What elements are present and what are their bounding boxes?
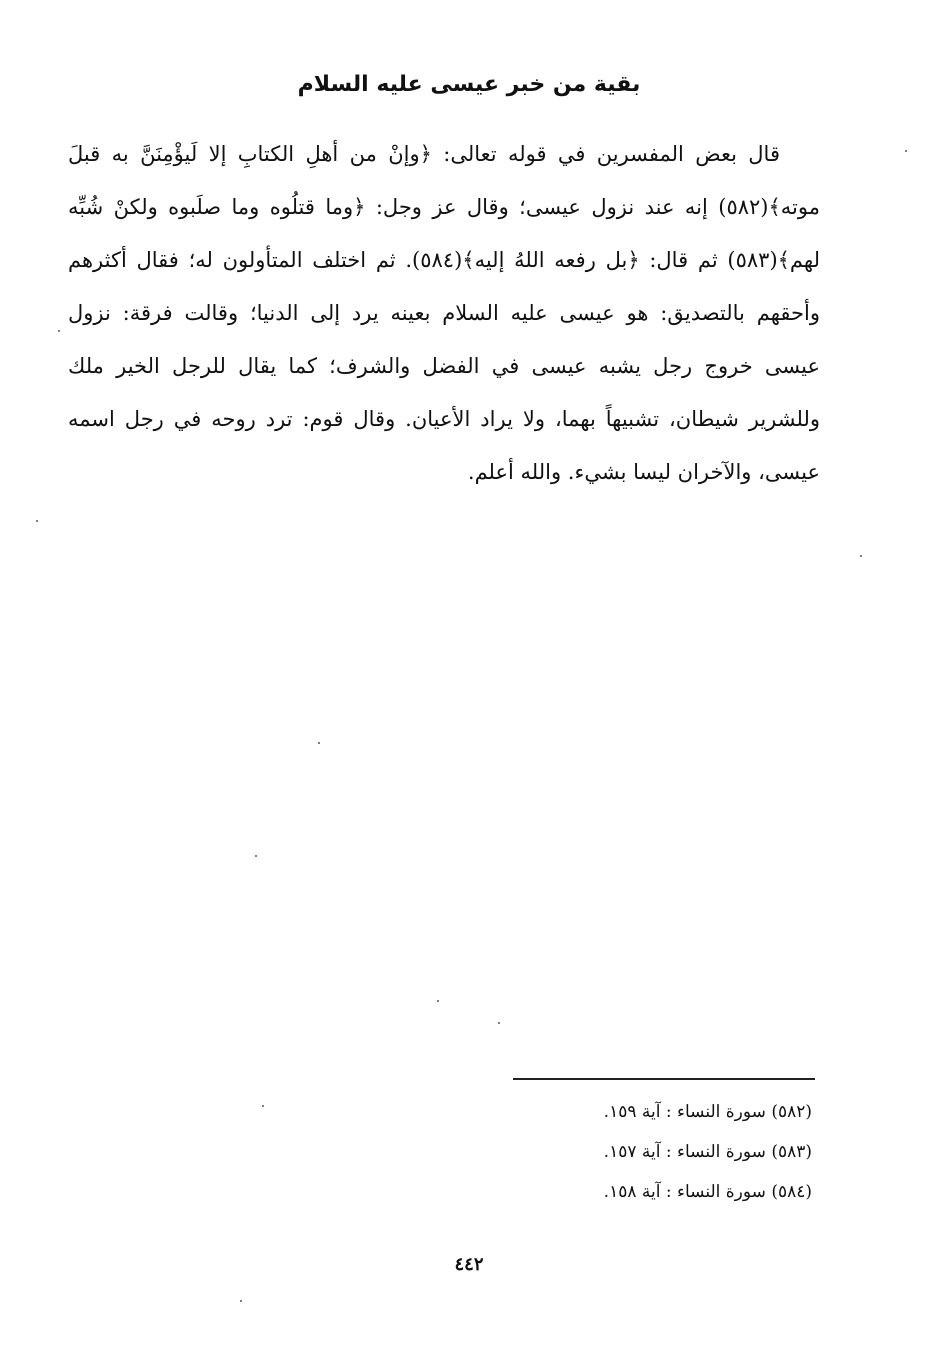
text-line: وللشرير شيطان، تشبيهاً بهما، ولا يراد الأعيان. وقال قوم: ترد روحه في رجل اسمه <box>68 407 820 431</box>
scan-speck <box>905 150 907 152</box>
scan-speck <box>58 330 60 332</box>
text-line: عيسى، والآخران ليسا بشيء. والله أعلم. <box>467 460 820 484</box>
text-line: عيسى خروج رجل يشبه عيسى في الفضل والشرف؛ كما يقال للرجل الخير ملك <box>68 354 820 378</box>
main-text <box>68 128 820 499</box>
scan-speck <box>240 1300 242 1302</box>
footnote-divider <box>513 1078 815 1080</box>
text-line: موته﴾(٥٨٢) إنه عند نزول عيسى؛ وقال عز وجل: ﴿وما قتلُوه وما صلَبوه ولكنْ شُبِّه <box>68 195 820 219</box>
scan-speck <box>262 1105 264 1107</box>
scan-speck <box>255 855 257 857</box>
scan-speck <box>318 742 320 744</box>
footnote-item: (٥٨٣) سورة النساء : آية ١٥٧. <box>603 1142 812 1162</box>
footnote-item: (٥٨٤) سورة النساء : آية ١٥٨. <box>603 1182 812 1202</box>
scan-speck <box>860 555 862 557</box>
footnote-item: (٥٨٢) سورة النساء : آية ١٥٩. <box>603 1102 812 1122</box>
scan-speck <box>498 1022 500 1024</box>
text-line: وأحقهم بالتصديق: هو عيسى عليه السلام بعينه يرد إلى الدنيا؛ وقالت فرقة: نزول <box>68 301 820 325</box>
page-number: ٤٤٢ <box>454 1254 484 1275</box>
page-title: بقية من خبر عيسى عليه السلام <box>297 72 641 97</box>
scan-speck <box>437 1000 439 1002</box>
scan-speck <box>36 520 38 522</box>
text-line: لهم﴾(٥٨٣) ثم قال: ﴿بل رفعه اللهُ إليه﴾(٥٨٤). ثم اختلف المتأولون له؛ فقال أكثرهم <box>68 248 820 272</box>
footnotes <box>512 1092 812 1212</box>
text-line: قال بعض المفسرين في قوله تعالى: ﴿وإنْ من أهلِ الكتابِ إلا لَيؤْمِنَنَّ به قبلَ <box>68 142 780 166</box>
